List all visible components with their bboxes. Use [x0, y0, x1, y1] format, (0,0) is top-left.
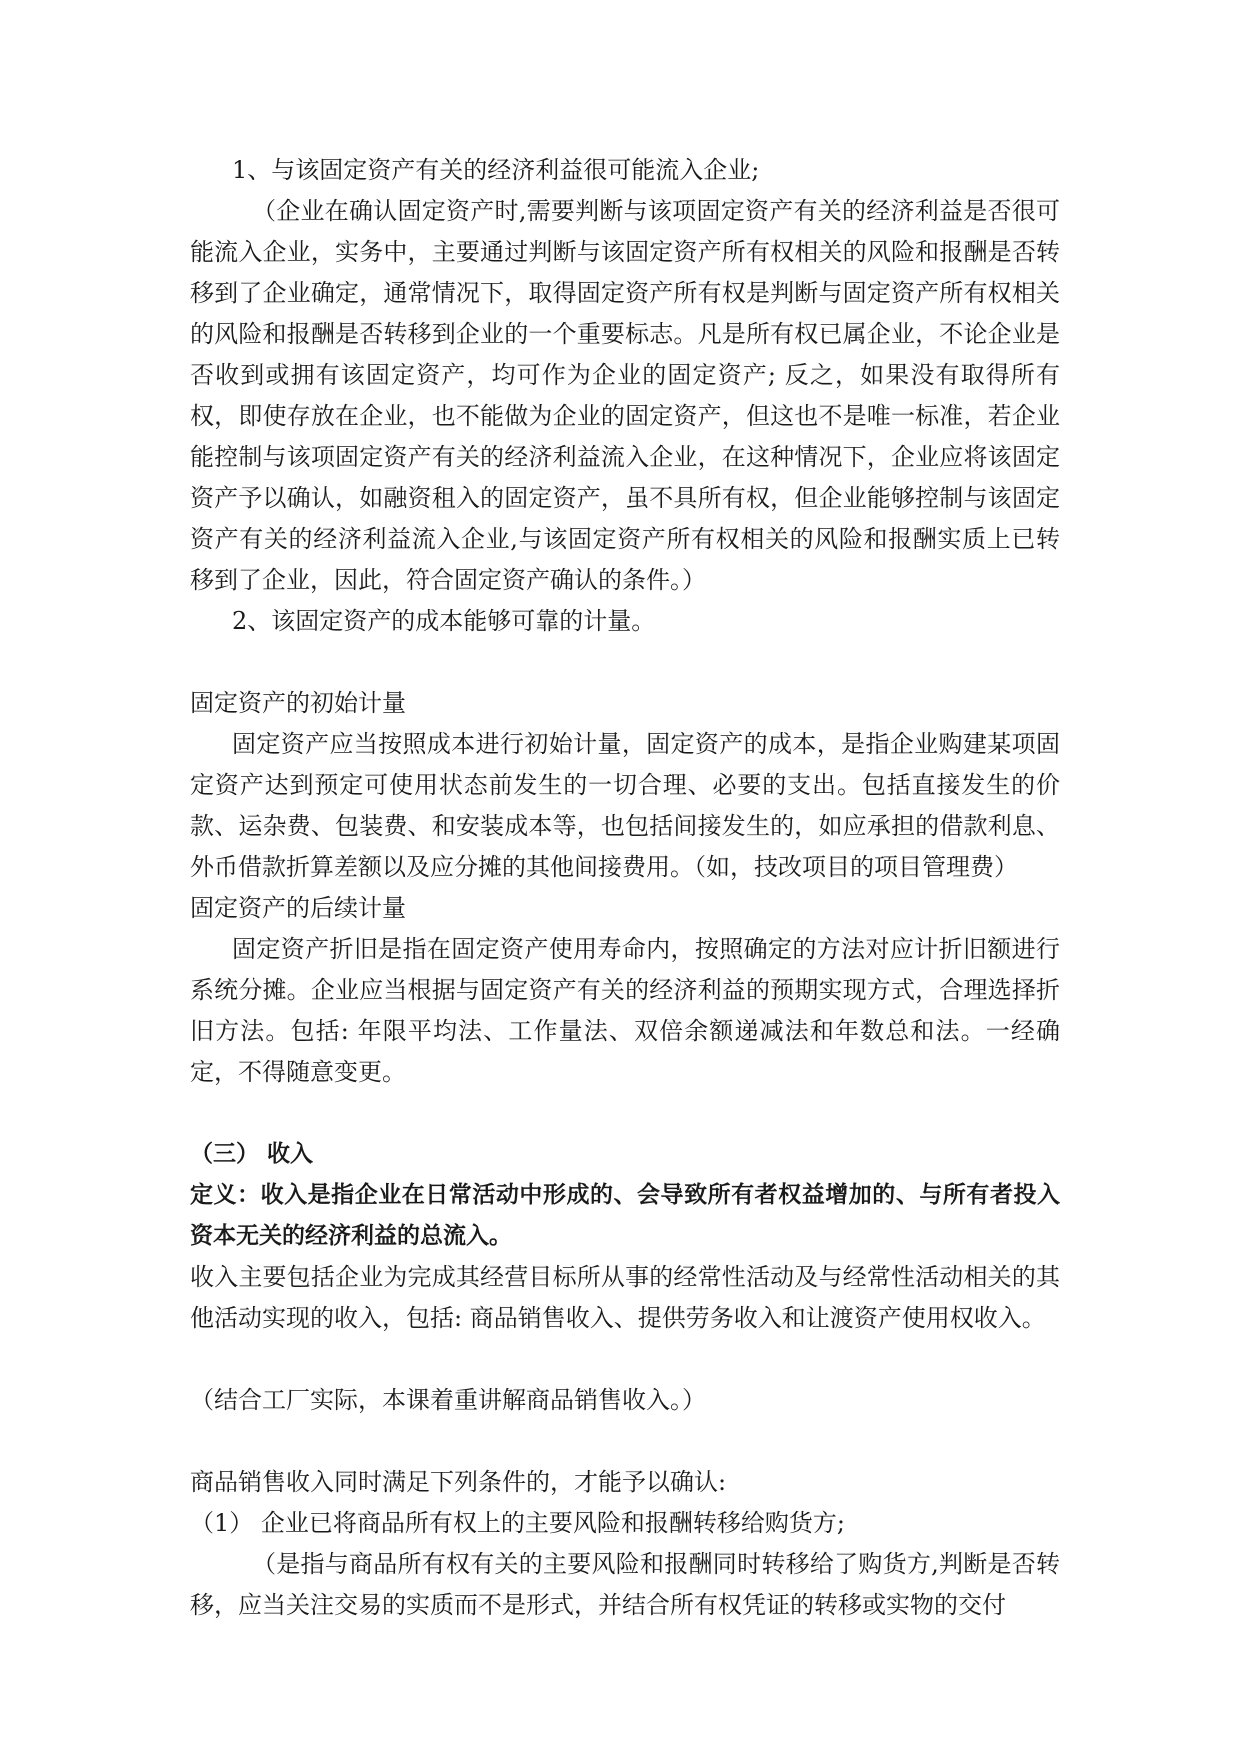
spacer	[190, 1421, 1060, 1462]
paragraph-revenue-scope: 收入主要包括企业为完成其经营目标所从事的经常性活动及与经常性活动相关的其他活动实现的收入，包括: 商品销售收入、提供劳务收入和让渡资产使用权收入。	[190, 1263, 1060, 1332]
paragraph-sales-conditions-intro: 商品销售收入同时满足下列条件的，才能予以确认:	[190, 1468, 727, 1496]
heading-initial-measurement: 固定资产的初始计量	[190, 689, 406, 717]
spacer	[190, 1339, 1060, 1380]
paragraph-sales-condition-1: （1） 企业已将商品所有权上的主要风险和报酬转移给购货方;	[190, 1509, 845, 1537]
document-page	[190, 150, 1060, 1626]
paragraph-course-note: （结合工厂实际，本课着重讲解商品销售收入。）	[190, 1386, 706, 1414]
paragraph-depreciation: 固定资产折旧是指在固定资产使用寿命内，按照确定的方法对应计折旧额进行系统分摊。企业应当根据与固定资产有关的经济利益的预期实现方式，合理选择折旧方法。包括: 年限平均法、工作量法、双倍余额递减法和年数总和法。一经确定，不得随意变更。	[190, 935, 1060, 1086]
revenue-definition: 定义：收入是指企业在日常活动中形成的、会导致所有者权益增加的、与所有者投入资本无关的经济利益的总流入。	[190, 1182, 1060, 1249]
spacer	[190, 1093, 1060, 1134]
paragraph-condition-1: 1、与该固定资产有关的经济利益很可能流入企业;	[232, 156, 760, 184]
heading-subsequent-measurement: 固定资产的后续计量	[190, 894, 406, 922]
spacer	[190, 642, 1060, 683]
paragraph-condition-2: 2、该固定资产的成本能够可靠的计量。	[232, 607, 656, 635]
paragraph-condition-1-explanation: （企业在确认固定资产时,需要判断与该项固定资产有关的经济利益是否很可能流入企业，实务中，主要通过判断与该固定资产所有权相关的风险和报酬是否转移到了企业确定，通常情况下，取得固定资产所有权是判断与固定资产所有权相关的风险和报酬是否转移到企业的一个重要标志。凡是所有权已属企业，不论企业是否收到或拥有该固定资产，均可作为企业的固定资产; 反之，如果没有取得所有权，即使存放在企业，也不能做为企业的固定资产，但这也不是唯一标准，若企业能控制与该项固定资产有关的经济利益流入企业，在这种情况下，企业应将该固定资产予以确认，如融资租入的固定资产，虽不具所有权，但企业能够控制与该固定资产有关的经济利益流入企业,与该固定资产所有权相关的风险和报酬实质上已转移到了企业，因此，符合固定资产确认的条件。）	[190, 197, 1060, 594]
paragraph-sales-condition-1-explanation: （是指与商品所有权有关的主要风险和报酬同时转移给了购货方,判断是否转移，应当关注交易的实质而不是形式，并结合所有权凭证的转移或实物的交付	[190, 1550, 1060, 1619]
section-heading-revenue: （三） 收入	[190, 1141, 314, 1167]
paragraph-initial-measurement: 固定资产应当按照成本进行初始计量，固定资产的成本，是指企业购建某项固定资产达到预定可使用状态前发生的一切合理、必要的支出。包括直接发生的价款、运杂费、包装费、和安装成本等，也包括间接发生的，如应承担的借款利息、外币借款折算差额以及应分摊的其他间接费用。（如，技改项目的项目管理费）	[190, 730, 1060, 881]
